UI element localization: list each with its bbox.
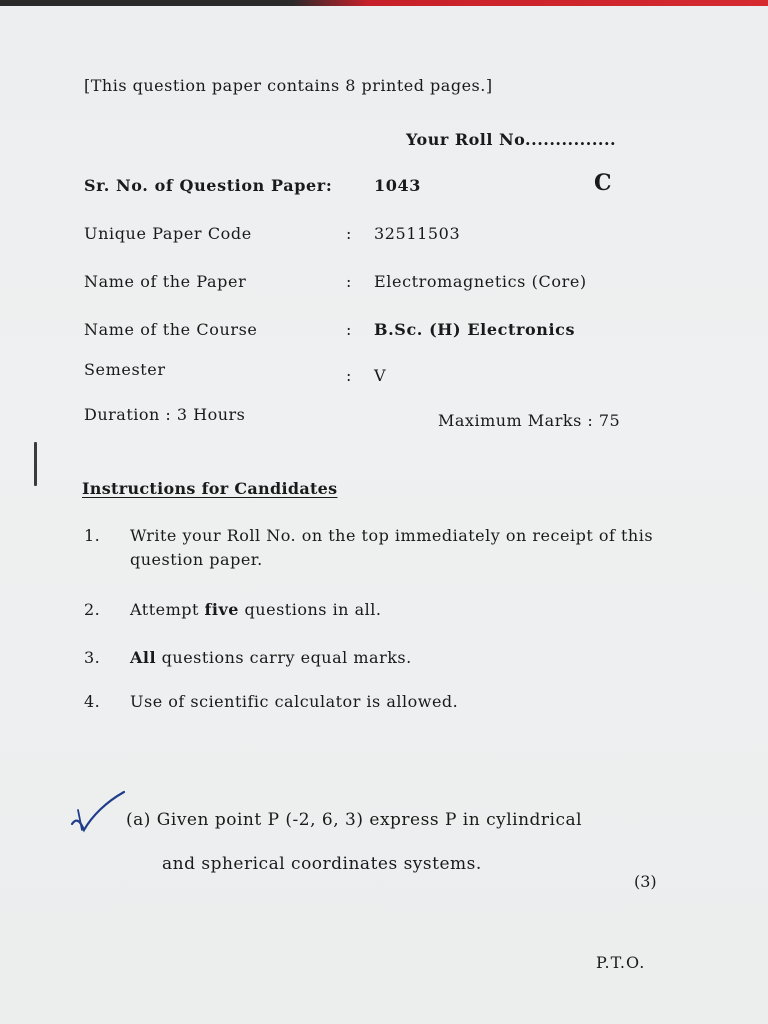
question-1a-line-1: (a) Given point P (-2, 6, 3) express P in cylindrical xyxy=(126,810,583,830)
please-turn-over: P.T.O. xyxy=(596,953,646,972)
question-1a-marks: (3) xyxy=(634,872,657,891)
course-name-value: B.Sc. (H) Electronics xyxy=(374,320,576,339)
semester-row xyxy=(84,360,387,385)
question-1a-line-2: and spherical coordinates systems. xyxy=(162,854,482,874)
paper-name-row xyxy=(84,272,587,291)
roll-number-line: Your Roll No............... xyxy=(406,130,617,149)
paper-code-label: Unique Paper Code xyxy=(84,224,252,243)
instruction-text: Attempt five questions in all. xyxy=(130,600,382,619)
top-edge-band xyxy=(0,0,768,6)
course-name-label: Name of the Course xyxy=(84,320,258,339)
instruction-number: 4. xyxy=(84,692,101,711)
handwritten-tick-icon xyxy=(66,788,128,836)
instruction-text: All questions carry equal marks. xyxy=(130,648,412,667)
colon: : xyxy=(346,272,352,291)
paper-name-value: Electromagnetics (Core) xyxy=(374,272,587,291)
colon: : xyxy=(346,366,352,385)
instruction-text: Use of scientific calculator is allowed. xyxy=(130,692,459,711)
semester-value: V xyxy=(374,366,387,385)
paper-name-label: Name of the Paper xyxy=(84,272,247,291)
set-letter: C xyxy=(594,170,612,196)
duration: Duration : 3 Hours xyxy=(84,405,246,424)
instruction-number: 2. xyxy=(84,600,101,619)
colon: : xyxy=(346,224,352,243)
sr-no-row xyxy=(84,176,421,195)
course-name-row xyxy=(84,320,575,339)
margin-mark xyxy=(34,442,37,486)
colon: : xyxy=(346,320,352,339)
sr-no-label: Sr. No. of Question Paper: xyxy=(84,176,333,195)
paper-code-row xyxy=(84,224,460,243)
semester-label: Semester xyxy=(84,360,166,379)
instruction-number: 3. xyxy=(84,648,101,667)
pages-note: [This question paper contains 8 printed pages.] xyxy=(84,76,493,95)
instructions-title: Instructions for Candidates xyxy=(82,479,338,498)
instruction-text: Write your Roll No. on the top immediately on receipt of this question paper. xyxy=(130,526,654,569)
maximum-marks: Maximum Marks : 75 xyxy=(438,411,621,430)
sr-no-value: 1043 xyxy=(374,176,421,195)
paper-code-value: 32511503 xyxy=(374,224,461,243)
instruction-number: 1. xyxy=(84,526,101,545)
